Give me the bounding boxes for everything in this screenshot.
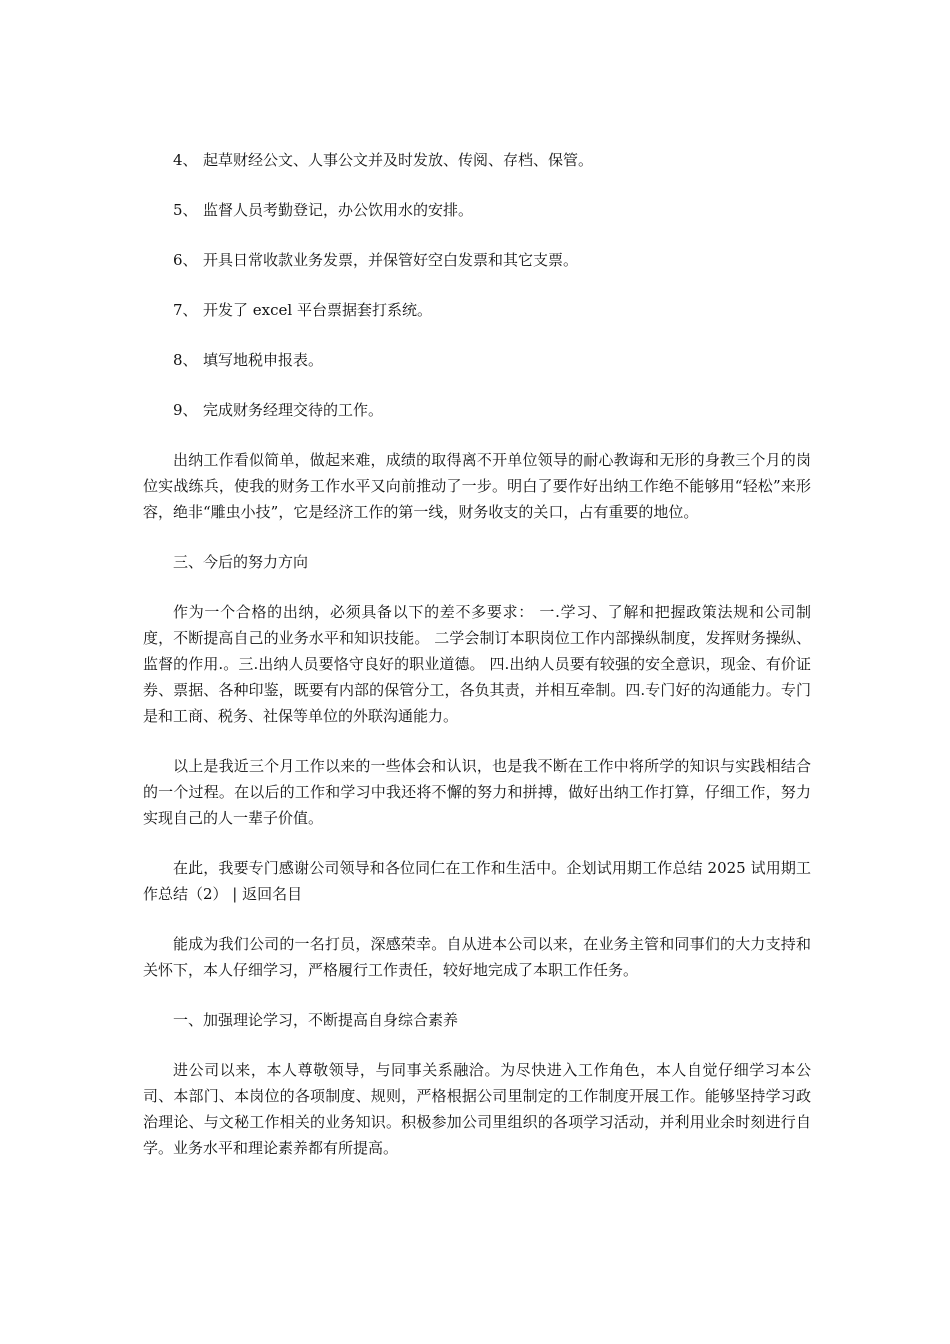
section-heading-future: 三、今后的努力方向 bbox=[173, 553, 309, 571]
list-item-text: 开发了 excel 平台票据套打系统。 bbox=[203, 301, 432, 319]
list-item-number: 8、 bbox=[173, 351, 198, 369]
list-item-number: 5、 bbox=[173, 201, 198, 219]
paragraph-cashier-work: 出纳工作看似简单，做起来难，成绩的取得离不开单位领导的耐心教诲和无形的身教三个月的岗位实战练兵，使我的财务工作水平又向前推动了一步。明白了要作好出纳工作绝不能够用“轻松”来形容，绝非“雕虫小技”，它是经济工作的第一线，财务收支的关口，占有重要的地位。 bbox=[143, 451, 811, 521]
list-item-number: 9、 bbox=[173, 401, 198, 419]
paragraph-summary: 以上是我近三个月工作以来的一些体会和认识，也是我不断在工作中将所学的知识与实践相结合的一个过程。在以后的工作和学习中我还将不懈的努力和拼搏，做好出纳工作打算，仔细工作，努力实现自己的人一辈子价值。 bbox=[143, 757, 811, 827]
list-item bbox=[143, 197, 811, 223]
list-item-text: 开具日常收款业务发票，并保管好空白发票和其它支票。 bbox=[203, 251, 579, 269]
list-item-text: 填写地税申报表。 bbox=[203, 351, 324, 369]
section-heading-theory: 一、加强理论学习，不断提高自身综合素养 bbox=[173, 1011, 459, 1029]
paragraph-requirements: 作为一个合格的出纳，必须具备以下的差不多要求： 一.学习、了解和把握政策法规和公司制度，不断提高自己的业务水平和知识技能。 二学会制订本职岗位工作内部操纵制度，发挥财务操纵、监督的作用.。三.出纳人员要恪守良好的职业道德。 四.出纳人员要有较强的安全意识，现金、有价证券、票据、各种印鉴，既要有内部的保管分工，各负其责，并相互牵制。四.专门好的沟通能力。专门是和工商、税务、社保等单位的外联沟通能力。 bbox=[143, 603, 811, 725]
paragraph-joined-company: 进公司以来，本人尊敬领导，与同事关系融洽。为尽快进入工作角色，本人自觉仔细学习本公司、本部门、本岗位的各项制度、规则，严格根据公司里制定的工作制度开展工作。能够坚持学习政治理论、与文秘工作相关的业务知识。积极参加公司里组织的各项学习活动，并利用业余时刻进行自学。业务水平和理论素养都有所提高。 bbox=[143, 1061, 811, 1157]
list-item bbox=[143, 247, 811, 273]
list-item-text: 完成财务经理交待的工作。 bbox=[203, 401, 384, 419]
list-item-text: 监督人员考勤登记，办公饮用水的安排。 bbox=[203, 201, 474, 219]
list-item bbox=[143, 297, 811, 323]
list-item bbox=[143, 147, 811, 173]
list-item bbox=[143, 397, 811, 423]
document-body bbox=[143, 147, 811, 1185]
list-item-number: 6、 bbox=[173, 251, 198, 269]
list-item-number: 7、 bbox=[173, 301, 198, 319]
paragraph-thanks: 在此，我要专门感谢公司领导和各位同仁在工作和生活中。企划试用期工作总结 2025 试用期工作总结（2） | 返回名目 bbox=[143, 859, 811, 903]
paragraph-honored: 能成为我们公司的一名打员，深感荣幸。自从进本公司以来，在业务主管和同事们的大力支持和关怀下，本人仔细学习，严格履行工作责任，较好地完成了本职工作任务。 bbox=[143, 935, 811, 979]
list-item-number: 4、 bbox=[173, 151, 198, 169]
list-item bbox=[143, 347, 811, 373]
list-item-text: 起草财经公文、人事公文并及时发放、传阅、存档、保管。 bbox=[203, 151, 594, 169]
